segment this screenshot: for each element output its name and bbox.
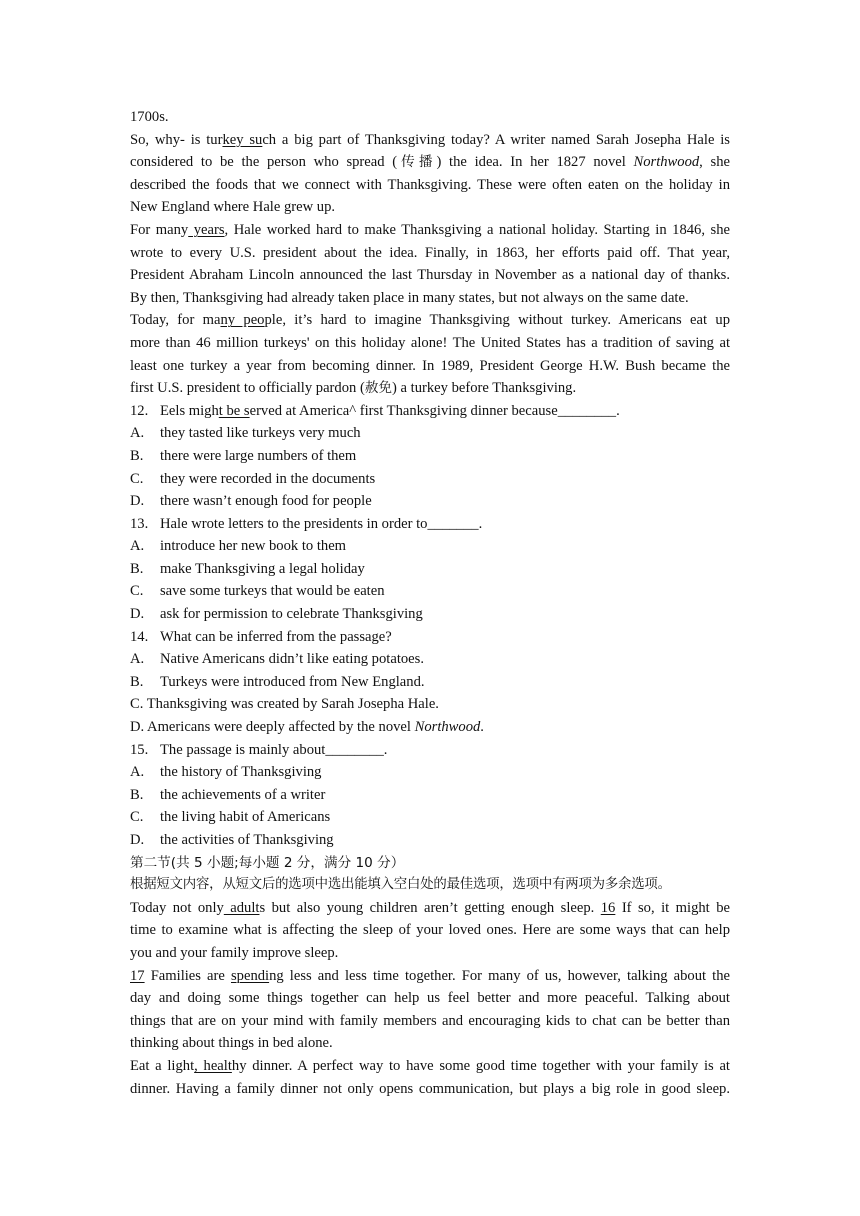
question-12 — [130, 400, 730, 423]
passage-line — [130, 355, 730, 378]
question-number: 15. — [130, 741, 149, 758]
text: time to examine what is affecting the sleep of your loved ones. Here are some ways that can help — [130, 922, 730, 939]
passage-line — [130, 1078, 730, 1101]
text: For many — [130, 221, 189, 238]
option-letter: C. — [130, 809, 144, 826]
option — [130, 490, 730, 513]
option-text: ask for permission to celebrate Thanksgiving — [160, 606, 423, 623]
option-letter: A. — [130, 651, 145, 668]
underlined-text: years — [188, 221, 225, 238]
text: you and your family improve sleep. — [130, 944, 339, 961]
option-text: the living habit of Americans — [160, 809, 331, 826]
option-text: C. Thanksgiving was created by Sarah Josepha Hale. — [130, 696, 439, 713]
option-letter: C. — [130, 470, 144, 487]
option-text: the history of Thanksgiving — [160, 764, 322, 781]
option — [130, 422, 730, 445]
text: hy dinner. A perfect way to have some good time together with your family is at — [231, 1057, 730, 1074]
passage-line — [130, 196, 730, 219]
text: ng less and less time together. For many of us, however, talking about the — [269, 967, 730, 984]
text: . — [480, 719, 484, 736]
option-letter: B. — [130, 673, 144, 690]
document-page — [130, 106, 730, 1100]
section-instruction: 根据短文内容，从短文后的选项中选出能填入空白处的最佳选项，选项中有两项为多余选项。 — [130, 877, 671, 893]
text: , Hale worked hard to make Thanksgiving a national holiday. Starting in 1846, she — [224, 221, 730, 238]
answer-blank: ________ — [557, 402, 617, 419]
passage-line — [130, 174, 730, 197]
text: 1700s. — [130, 109, 169, 125]
text: Eels migh — [160, 402, 219, 419]
text: Today not only — [130, 899, 224, 916]
passage-line — [130, 219, 730, 242]
blank-number-17: 17 — [130, 967, 145, 984]
passage-line — [130, 242, 730, 265]
option — [130, 535, 730, 558]
text: If so, it might be — [615, 899, 730, 916]
option-text: save some turkeys that would be eaten — [160, 583, 385, 600]
option-text: Turkeys were introduced from New England. — [160, 673, 425, 690]
option-text: the activities of Thanksgiving — [160, 832, 334, 848]
question-number: 13. — [130, 515, 149, 532]
option — [130, 761, 730, 784]
question-15 — [130, 739, 730, 762]
option — [130, 693, 730, 716]
passage-line — [130, 1055, 730, 1078]
option-letter: B. — [130, 447, 144, 464]
text: Eat a light — [130, 1057, 195, 1074]
text: least one turkey a year from becoming dinner. In 1989, President George H.W. Bush became the — [130, 357, 730, 374]
passage-line — [130, 287, 730, 310]
text: considered to be the person who spread ( — [130, 154, 398, 171]
option-text: introduce her new book to them — [160, 538, 347, 555]
text: wrote to every U.S. president about the idea. Finally, in 1863, her efforts paid off. That year, — [130, 244, 730, 261]
text: . — [616, 402, 620, 419]
passage-line — [130, 942, 730, 965]
passage-line — [130, 129, 730, 152]
text: ch a big part of Thanksgiving today? A writer named Sarah Josepha Hale is — [262, 131, 730, 148]
text: more than 46 million turkeys' on this holiday alone! The United States has a tradition of saving at — [130, 334, 730, 351]
option-text: they tasted like turkeys very much — [160, 425, 361, 442]
text: described the foods that we connect with Thanksgiving. These were often eaten on the holiday in — [130, 176, 730, 193]
option-text: there were large numbers of them — [160, 447, 357, 464]
underlined-text: ny peo — [220, 312, 265, 329]
option — [130, 580, 730, 603]
answer-blank: ________ — [325, 741, 384, 758]
novel-title: Northwood — [414, 719, 481, 736]
option — [130, 468, 730, 491]
text: , she — [699, 154, 730, 171]
option-text: the achievements of a writer — [160, 786, 326, 803]
text: So, why- is tur — [130, 131, 223, 148]
novel-title: Northwood — [633, 154, 700, 171]
text: By then, Thanksgiving had already taken place in many states, but not always on the same date. — [130, 289, 689, 306]
text: Families are — [144, 967, 231, 984]
passage-line — [130, 1010, 730, 1033]
option — [130, 829, 730, 852]
passage-line — [130, 1032, 730, 1055]
text: What can be inferred from the passage? — [160, 628, 392, 645]
passage-line — [130, 309, 730, 332]
option — [130, 671, 730, 694]
text: dinner. Having a family dinner not only opens communication, but plays a big role in good sleep. — [130, 1080, 730, 1097]
question-14 — [130, 626, 730, 649]
text: . — [383, 741, 388, 758]
underlined-text: t be s — [218, 402, 250, 419]
option-letter: B. — [130, 560, 144, 577]
option — [130, 716, 730, 739]
underlined-text: adult — [223, 899, 260, 916]
text: ple, it’s hard to imagine Thanksgiving without turkey. Americans eat up — [264, 312, 730, 329]
option — [130, 784, 730, 807]
option-letter: D. — [130, 493, 145, 510]
passage-line — [130, 965, 730, 988]
option-letter: C. — [130, 583, 144, 600]
question-number: 14. — [130, 628, 149, 645]
option-text: there wasn’t enough food for people — [160, 493, 372, 510]
passage-line — [130, 151, 730, 174]
answer-blank: _______ — [427, 515, 479, 532]
option-letter: D. — [130, 606, 145, 623]
text: New England where Hale grew up. — [130, 199, 336, 216]
text: President Abraham Lincoln announced the last Thursday in November as a national day of thanks. — [130, 267, 730, 284]
option-text: make Thanksgiving a legal holiday — [160, 560, 365, 577]
option-letter: A. — [130, 538, 145, 555]
underlined-text: key su — [222, 131, 263, 148]
option-text: Native Americans didn’t like eating potatoes. — [160, 651, 424, 668]
text: thinking about things in bed alone. — [130, 1035, 333, 1052]
underlined-text: , healt — [194, 1057, 232, 1074]
text: The passage is mainly about — [160, 741, 326, 758]
passage-line — [130, 919, 730, 942]
chinese-gloss: 赦免 — [364, 380, 392, 397]
text: . — [478, 515, 483, 532]
text: s but also young children aren’t getting enough sleep. — [259, 899, 601, 916]
passage-line — [130, 106, 730, 129]
option-letter: B. — [130, 786, 144, 803]
option-letter: D. — [130, 832, 145, 848]
option-letter: A. — [130, 425, 145, 442]
option — [130, 445, 730, 468]
passage-line — [130, 264, 730, 287]
option — [130, 648, 730, 671]
passage-line — [130, 987, 730, 1010]
text: Today, for ma — [130, 312, 221, 329]
option — [130, 603, 730, 626]
option — [130, 806, 730, 829]
text: things that are on your mind with family members and encouraging kids to chat can be better than — [130, 1012, 730, 1029]
chinese-gloss: 传播 — [397, 154, 437, 171]
option-text: they were recorded in the documents — [160, 470, 376, 487]
passage-line — [130, 897, 730, 920]
underlined-text: spendi — [230, 967, 270, 984]
question-number: 12. — [130, 402, 149, 419]
section-heading: 第二节(共 5 小题;每小题 2 分，满分 10 分） — [130, 854, 405, 871]
text: Hale wrote letters to the presidents in order to — [160, 515, 428, 532]
passage-line — [130, 377, 730, 400]
text: erved at America^ first Thanksgiving dinner because — [249, 402, 558, 419]
passage-line — [130, 332, 730, 355]
text: day and doing some things together can help us feel better and more peaceful. Talking about — [130, 990, 730, 1007]
text: ) the idea. In her 1827 novel — [436, 154, 634, 171]
text: first U.S. president to officially pardon ( — [130, 380, 365, 397]
option-letter: A. — [130, 764, 145, 781]
option-text: D. Americans were deeply affected by the novel — [130, 719, 415, 736]
option — [130, 558, 730, 581]
text: ) a turkey before Thanksgiving. — [392, 380, 577, 397]
question-13 — [130, 513, 730, 536]
blank-number-16: 16 — [600, 899, 616, 916]
